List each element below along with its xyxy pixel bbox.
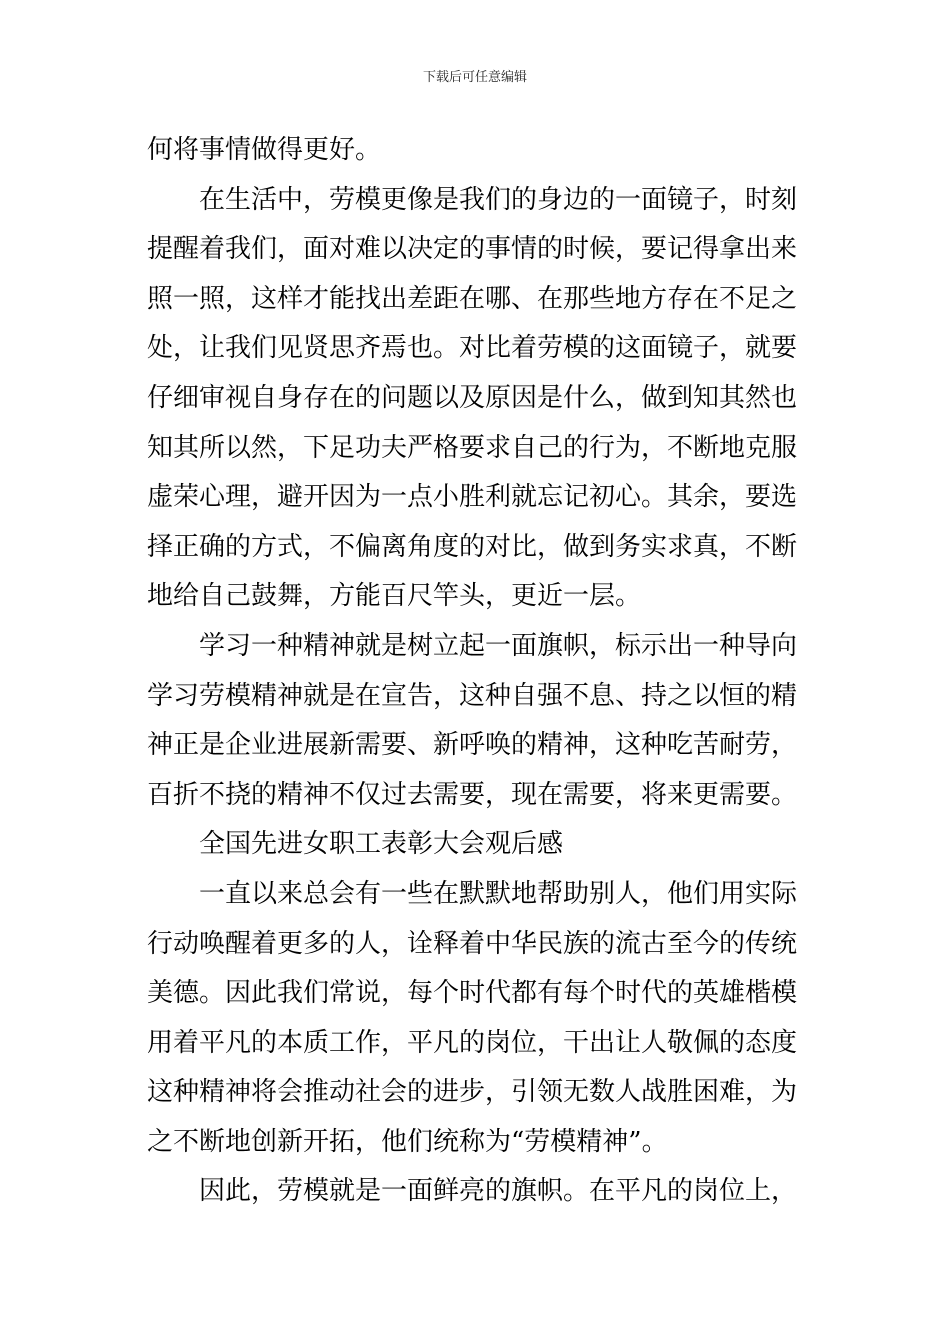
document-body <box>147 126 811 1217</box>
text-line: 择正确的方式，不偏离角度的对比，做到务实求真，不断 <box>147 531 798 562</box>
text-line: 美德。因此我们常说，每个时代都有每个时代的英雄楷模 <box>147 978 798 1009</box>
text-line: 地给自己鼓舞，方能百尺竿头，更近一层。 <box>147 581 642 612</box>
text-line: 百折不挠的精神不仅过去需要，现在需要，将来更需要。 <box>147 779 798 810</box>
text-line: 虚荣心理，避开因为一点小胜利就忘记初心。其余，要选 <box>147 482 798 513</box>
page-header: 下载后可任意编辑 <box>422 70 527 85</box>
text-line: 神正是企业进展新需要、新呼唤的精神，这种吃苦耐劳， <box>147 730 798 761</box>
text-line: 提醒着我们，面对难以决定的事情的时候，要记得拿出来 <box>147 234 798 265</box>
text-line: 因此，劳模就是一面鲜亮的旗帜。在平凡的岗位上， <box>199 1176 798 1207</box>
text-line: 行动唤醒着更多的人，诠释着中华民族的流古至今的传统 <box>147 928 798 959</box>
text-line: 学习劳模精神就是在宣告，这种自强不息、持之以恒的精 <box>147 680 798 711</box>
text-line: 知其所以然，下足功夫严格要求自己的行为，不断地克服 <box>147 432 798 463</box>
text-line: 处，让我们见贤思齐焉也。对比着劳模的这面镜子，就要 <box>147 333 798 364</box>
text-line: 之不断地创新开拓，他们统称为“劳模精神”。 <box>147 1126 668 1157</box>
section-title: 全国先进女职工表彰大会观后感 <box>199 829 564 860</box>
text-line: 何将事情做得更好。 <box>147 135 382 165</box>
text-line: 学习一种精神就是树立起一面旗帜，标示出一种导向 <box>199 630 798 661</box>
text-line: 这种精神将会推动社会的进步，引领无数人战胜困难，为 <box>147 1077 798 1108</box>
text-line: 一直以来总会有一些在默默地帮助别人，他们用实际 <box>199 878 798 909</box>
text-line: 照一照，这样才能找出差距在哪、在那些地方存在不足之 <box>147 283 798 314</box>
text-line: 用着平凡的本质工作，平凡的岗位，干出让人敬佩的态度 <box>147 1027 798 1058</box>
text-line: 在生活中，劳模更像是我们的身边的一面镜子，时刻 <box>199 184 798 215</box>
text-line: 仔细审视自身存在的问题以及原因是什么，做到知其然也 <box>147 382 798 413</box>
